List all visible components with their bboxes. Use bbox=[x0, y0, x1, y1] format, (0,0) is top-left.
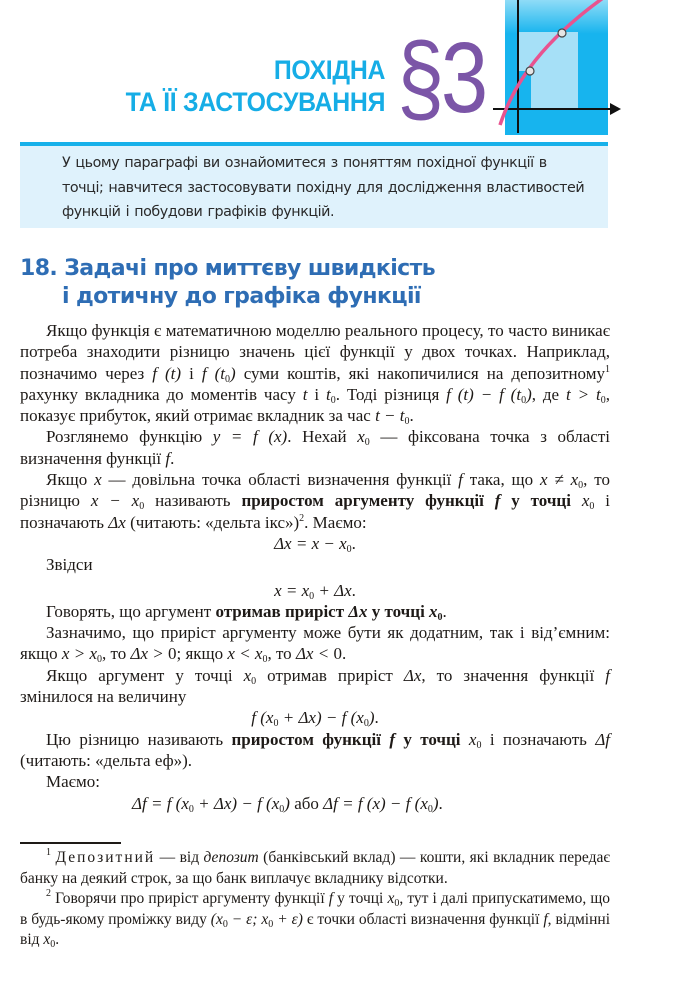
paragraph-1: Якщо функція є математичною моделлю реального процесу, то часто виникає потреба знаходити різницю значень цієї функції у двох точках. Наприклад, позначимо через f (t) і f $(t_0)$ суми коштів, які накопичилися на депозитному$^1$ рахунку вкладника до моментів часу t і $t_0$. Тоді різниця f (t) − f $(t_0)$, де $t > t_0$, показує прибуток, який отримає вкладник за час $t - t_0$. bbox=[20, 321, 610, 428]
paragraph-5: Говорять, що аргумент отримав приріст Δx у точці $x_0$. bbox=[46, 601, 447, 623]
formula-delta-f: Δf = f $(x_0 + \Delta x) - f$ $(x_0)$ або Δf = f (x) − f $(x_0)$. bbox=[132, 793, 443, 815]
body-text bbox=[20, 320, 610, 814]
chapter-title-line2: ТА ЇЇ ЗАСТОСУВАННЯ bbox=[125, 87, 385, 117]
section-title-line1: Задачі про миттєву швидкість bbox=[64, 256, 436, 281]
term-function-increment: приростом функції f у точці bbox=[231, 729, 469, 749]
chapter-section-mark: §3 bbox=[397, 22, 485, 134]
section-number: 18. bbox=[20, 256, 58, 281]
footnote-separator bbox=[20, 842, 121, 844]
paragraph-4: Звідси bbox=[46, 555, 93, 575]
intro-text: У цьому параграфі ви ознайомитеся з поняттям похідної функції в точці; навчитеся застосовувати похідну для дослідження властивостей функцій і побудови графіків функцій. bbox=[62, 155, 585, 220]
footnote-ref-1[interactable]: 1 bbox=[604, 363, 610, 375]
paragraph-2: Розглянемо функцію y = f (x). Нехай $x_0$ — фіксована точка з області визначення функції f. bbox=[20, 427, 610, 468]
term-got-increment: отримав приріст Δx у точці $x_0$ bbox=[215, 601, 443, 623]
section-heading bbox=[20, 255, 435, 311]
chapter-title-line1: ПОХІДНА bbox=[273, 55, 385, 85]
footnote-ref-2[interactable]: 2 bbox=[299, 512, 305, 524]
chapter-title bbox=[125, 54, 385, 118]
paragraph-8: Цю різницю називають приростом функції f у точці $x_0$ і позначають Δf (читають: «дельта еф»). bbox=[20, 729, 611, 770]
footnotes bbox=[20, 848, 610, 951]
footnote-1: $^1$ Депозитний — від депозит (банківський вклад) — кошти, які вкладник передає банку на деякий строк, за що банк виплачує вкладнику відсотки. bbox=[20, 847, 610, 887]
formula-function-change: f $(x_0 + \Delta x) - f$ $(x_0)$. bbox=[251, 708, 379, 730]
paragraph-3: Якщо x — довільна точка області визначення функції f така, що $x \ne x_0$, то різницю $x - x_0$ називають приростом аргументу функції f у точці $x_0$ і позначають Δx (читають: «дельта ікс»)$^2$. Маємо: bbox=[20, 470, 611, 532]
formula-delta-x: $\Delta x = x - x_0$. bbox=[274, 533, 356, 555]
formula-x: $x = x_0 + \Delta x$. bbox=[274, 580, 356, 602]
increasing-curve-graph-icon bbox=[485, 0, 625, 136]
paragraph-9: Маємо: bbox=[46, 772, 100, 792]
term-argument-increment: приростом аргументу функції f у точці bbox=[241, 491, 582, 511]
paragraph-7: Якщо аргумент у точці $x_0$ отримав приріст Δx, то значення функції f змінилося на величину bbox=[20, 665, 610, 707]
footnote-2: $^2$ Говорячи про приріст аргументу функції f у точці $x_0$, тут і далі припускатимемо, що в будь-якому проміжку виду ($x_0 - \varepsilon$; $x_0 + \varepsilon$) є точки області визначення функції f, відмінні від $x_0$. bbox=[20, 888, 611, 950]
paragraph-6: Зазначимо, що приріст аргументу може бути як додатним, так і від’ємним: якщо $x > x_0$, то Δx > 0; якщо $x < x_0$, то Δx < 0. bbox=[20, 623, 610, 666]
section-title-line2: і дотичну до графіка функції bbox=[62, 284, 421, 309]
